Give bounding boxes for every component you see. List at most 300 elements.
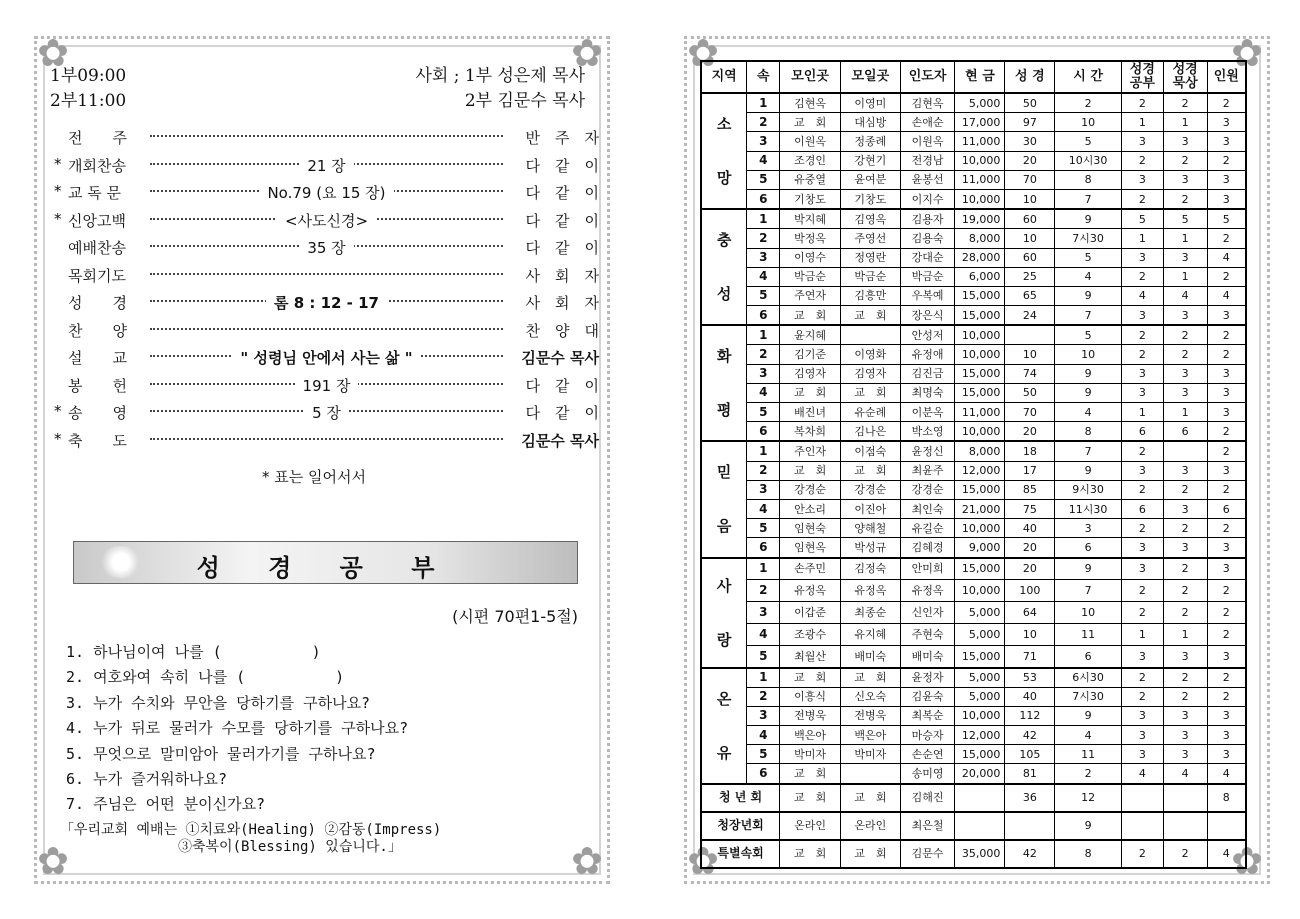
table-cell: 7	[1055, 580, 1122, 602]
table-cell: 3	[1121, 364, 1163, 383]
table-cell: 6,000	[955, 267, 1005, 286]
region-char: 믿	[716, 463, 732, 482]
group-number: 1	[747, 441, 780, 461]
table-cell: 박소영	[900, 422, 955, 442]
table-cell: 5	[1055, 248, 1122, 267]
column-header: 모인곳	[780, 61, 841, 93]
table-cell: 3	[1207, 558, 1246, 580]
table-cell: 8	[1207, 784, 1246, 812]
table-cell: 24	[1005, 306, 1055, 326]
table-cell: 3	[1163, 364, 1207, 383]
table-cell: 복차희	[780, 422, 841, 442]
table-cell: 유정옥	[780, 580, 841, 602]
group-number: 3	[747, 132, 780, 151]
order-detail-text: <사도신경>	[277, 212, 376, 230]
table-cell: 2	[1207, 623, 1246, 645]
table-row	[701, 764, 1246, 784]
table-cell: 2	[1207, 325, 1246, 345]
table-cell: 10,000	[955, 325, 1005, 345]
order-leader: 다 같 이	[507, 237, 599, 258]
table-cell: 10,000	[955, 151, 1005, 170]
table-cell: 11,000	[955, 170, 1005, 189]
table-row	[701, 364, 1246, 383]
table-cell: 6	[1055, 538, 1122, 558]
table-cell: 3	[1163, 499, 1207, 518]
table-cell: 박미자	[840, 745, 900, 764]
table-cell: 2	[1055, 764, 1122, 784]
group-number: 5	[747, 403, 780, 422]
order-detail-text: 롬 8 : 12 - 17	[266, 294, 387, 312]
order-leader: 다 같 이	[507, 402, 599, 423]
table-cell: 10	[1005, 229, 1055, 248]
table-cell: 53	[1005, 668, 1055, 688]
order-detail	[150, 292, 503, 313]
table-cell: 2	[1207, 345, 1246, 364]
table-cell: 5,000	[955, 93, 1005, 113]
table-cell: 3	[1207, 306, 1246, 326]
table-cell: 이진아	[840, 499, 900, 518]
order-detail-text: 21 장	[299, 157, 353, 175]
group-number: 1	[747, 558, 780, 580]
table-cell: 3	[1207, 364, 1246, 383]
table-cell: 김해진	[900, 784, 955, 812]
table-cell: 3	[1163, 383, 1207, 402]
table-cell: 3	[1163, 726, 1207, 745]
leader-dots	[150, 328, 503, 330]
table-cell: 9	[1055, 812, 1122, 840]
column-header: 성경 공부	[1121, 61, 1163, 93]
table-row	[701, 499, 1246, 518]
table-cell: 유순례	[840, 403, 900, 422]
table-cell: 15,000	[955, 645, 1005, 667]
table-row	[701, 286, 1246, 305]
table-row	[701, 726, 1246, 745]
table-cell	[840, 764, 900, 784]
leader-dots	[150, 438, 503, 440]
group-number: 4	[747, 499, 780, 518]
table-cell: 손애순	[900, 113, 955, 132]
table-cell: 10,000	[955, 422, 1005, 442]
leader-1: 사회 ; 1부 성은제 목사	[415, 66, 585, 86]
table-cell: 박성규	[840, 538, 900, 558]
group-number: 2	[747, 461, 780, 480]
table-cell: 4	[1207, 286, 1246, 305]
table-cell: 전병욱	[840, 706, 900, 725]
table-cell: 2	[1163, 602, 1207, 624]
table-cell: 15,000	[955, 745, 1005, 764]
table-cell: 조광수	[780, 623, 841, 645]
table-cell: 10	[1005, 345, 1055, 364]
column-header: 속	[747, 61, 780, 93]
table-cell: 안소리	[780, 499, 841, 518]
table-cell: 배진녀	[780, 403, 841, 422]
table-cell: 손주민	[780, 558, 841, 580]
table-cell: 4	[1207, 248, 1246, 267]
table-cell: 10,000	[955, 580, 1005, 602]
table-row	[701, 306, 1246, 326]
table-cell: 임현숙	[780, 519, 841, 538]
table-row	[701, 267, 1246, 286]
table-cell: 2	[1207, 602, 1246, 624]
order-row	[54, 206, 599, 234]
region-char: 음	[716, 517, 732, 536]
order-detail-text: 191 장	[295, 377, 359, 395]
flower-ornament-icon: ✿	[37, 839, 69, 883]
table-cell: 손순연	[900, 745, 955, 764]
table-cell: 윤정신	[900, 441, 955, 461]
table-cell: 김윤숙	[900, 687, 955, 706]
group-number: 2	[747, 580, 780, 602]
order-row	[54, 426, 599, 454]
service-time-2: 2부11:00	[50, 91, 127, 111]
table-cell: 10	[1005, 623, 1055, 645]
table-cell: 3	[1163, 170, 1207, 189]
column-header: 모일곳	[840, 61, 900, 93]
table-row	[701, 706, 1246, 725]
table-cell: 9	[1055, 383, 1122, 402]
region-char: 사	[716, 576, 732, 595]
table-cell: 김나은	[840, 422, 900, 442]
table-cell: 70	[1005, 170, 1055, 189]
table-cell: 4	[1207, 840, 1246, 868]
table-cell: 64	[1005, 602, 1055, 624]
flower-ornament-icon: ✿	[1231, 31, 1263, 75]
table-cell: 18	[1005, 441, 1055, 461]
table-cell: 주현숙	[900, 623, 955, 645]
order-leader: 다 같 이	[507, 210, 599, 231]
table-cell: 15,000	[955, 480, 1005, 499]
table-cell: 윤여분	[840, 170, 900, 189]
table-cell: 3	[1163, 745, 1207, 764]
table-cell: 2	[1163, 668, 1207, 688]
order-detail	[150, 402, 503, 423]
table-cell: 교 회	[840, 840, 900, 868]
table-row	[701, 209, 1246, 229]
table-cell: 신인자	[900, 602, 955, 624]
standing-mark: *	[54, 209, 62, 228]
question-item: 3. 누가 수치와 무안을 당하기를 구하나요?	[66, 693, 371, 712]
table-cell: 유길순	[900, 519, 955, 538]
group-number: 5	[747, 645, 780, 667]
group-number: 4	[747, 267, 780, 286]
table-cell: 1	[1163, 623, 1207, 645]
table-cell	[1163, 784, 1207, 812]
table-cell: 교 회	[780, 461, 841, 480]
table-cell: 8	[1055, 840, 1122, 868]
table-cell: 3	[1163, 248, 1207, 267]
table-cell: 최복순	[900, 706, 955, 725]
table-cell: 3	[1121, 461, 1163, 480]
order-label: 예배찬송	[68, 239, 126, 257]
group-number: 2	[747, 687, 780, 706]
table-cell: 3	[1121, 645, 1163, 667]
special-group-row	[701, 812, 1246, 840]
flower-ornament-icon: ✿	[571, 839, 603, 883]
table-cell: 8,000	[955, 441, 1005, 461]
table-cell	[1163, 812, 1207, 840]
table-cell: 정영란	[840, 248, 900, 267]
order-label: 축 도	[68, 431, 127, 450]
region-name	[701, 93, 747, 209]
table-cell: 2	[1207, 580, 1246, 602]
table-cell: 이영미	[840, 93, 900, 113]
table-cell: 3	[1121, 383, 1163, 402]
table-cell: 김흥만	[840, 286, 900, 305]
standing-mark: *	[54, 182, 62, 200]
table-cell: 2	[1121, 189, 1163, 209]
table-cell: 3	[1207, 113, 1246, 132]
flower-ornament-icon: ✿	[571, 31, 603, 75]
table-cell: 10	[1055, 345, 1122, 364]
table-cell: 20	[1005, 422, 1055, 442]
table-cell: 30	[1005, 132, 1055, 151]
table-cell: 이흥식	[780, 687, 841, 706]
table-cell: 7	[1055, 189, 1122, 209]
table-cell	[1121, 784, 1163, 812]
group-number: 3	[747, 706, 780, 725]
table-cell: 2	[1163, 580, 1207, 602]
table-cell: 2	[1207, 151, 1246, 170]
table-cell: 6	[1163, 422, 1207, 442]
table-cell: 20	[1005, 151, 1055, 170]
table-cell: 6	[1207, 499, 1246, 518]
table-cell: 4	[1055, 726, 1122, 745]
order-row	[54, 343, 599, 371]
table-cell: 3	[1207, 383, 1246, 402]
table-cell: 3	[1121, 306, 1163, 326]
table-cell: 105	[1005, 745, 1055, 764]
table-cell: 2	[1163, 325, 1207, 345]
group-number: 2	[747, 229, 780, 248]
question-item: 7. 주님은 어떤 분이신가요?	[66, 795, 266, 814]
table-cell: 97	[1005, 113, 1055, 132]
table-cell: 강대순	[900, 248, 955, 267]
table-cell: 15,000	[955, 558, 1005, 580]
order-detail	[150, 347, 503, 368]
table-cell: 10,000	[955, 706, 1005, 725]
table-cell: 2	[1163, 687, 1207, 706]
table-cell: 21,000	[955, 499, 1005, 518]
table-cell: 2	[1163, 151, 1207, 170]
flower-ornament-icon: ✿	[687, 31, 719, 75]
table-cell: 11	[1055, 623, 1122, 645]
table-cell: 7	[1055, 441, 1122, 461]
table-cell: 2	[1207, 441, 1246, 461]
table-cell: 마승자	[900, 726, 955, 745]
table-cell: 최월산	[780, 645, 841, 667]
table-cell: 교 회	[840, 784, 900, 812]
table-row	[701, 422, 1246, 442]
column-header: 현 금	[955, 61, 1005, 93]
flower-ornament-icon: ✿	[37, 31, 69, 75]
table-cell: 2	[1207, 519, 1246, 538]
table-cell: 10시30	[1055, 151, 1122, 170]
order-row	[54, 178, 599, 206]
table-cell: 9	[1055, 364, 1122, 383]
table-cell: 9	[1055, 706, 1122, 725]
table-cell: 박금순	[840, 267, 900, 286]
table-cell: 박미자	[780, 745, 841, 764]
table-cell: 2	[1121, 93, 1163, 113]
order-leader: 다 같 이	[507, 182, 599, 203]
table-cell: 3	[1207, 189, 1246, 209]
table-cell: 유지혜	[840, 623, 900, 645]
table-cell	[1005, 812, 1055, 840]
table-cell: 3	[1121, 726, 1163, 745]
table-cell: 1	[1163, 403, 1207, 422]
table-cell: 최은철	[900, 812, 955, 840]
region-name	[701, 668, 747, 784]
table-cell: 교 회	[780, 764, 841, 784]
table-cell: 교 회	[840, 306, 900, 326]
table-cell: 3	[1163, 306, 1207, 326]
table-row	[701, 93, 1246, 113]
table-cell: 강경순	[900, 480, 955, 499]
order-detail	[150, 182, 503, 203]
table-cell: 12	[1055, 784, 1122, 812]
leader-dots	[150, 135, 503, 137]
table-row	[701, 325, 1246, 345]
table-cell: 100	[1005, 580, 1055, 602]
order-row	[54, 123, 599, 151]
order-row	[54, 398, 599, 426]
table-cell: 2	[1163, 93, 1207, 113]
order-label: 찬 양	[68, 321, 127, 340]
order-row	[54, 233, 599, 261]
table-cell: 2	[1055, 93, 1122, 113]
order-row	[54, 261, 599, 289]
table-cell: 3	[1055, 519, 1122, 538]
table-cell: 2	[1121, 441, 1163, 461]
table-cell: 3	[1121, 132, 1163, 151]
motto-line: 「우리교회 예배는 ①치료와(Healing) ②감동(Impress)	[60, 822, 442, 838]
table-row	[701, 383, 1246, 402]
table-cell: 5,000	[955, 687, 1005, 706]
table-cell: 2	[1207, 267, 1246, 286]
table-cell: 81	[1005, 764, 1055, 784]
table-cell: 15,000	[955, 286, 1005, 305]
table-cell: 20	[1005, 558, 1055, 580]
table-cell: 윤지혜	[780, 325, 841, 345]
order-label: 목회기도	[68, 266, 126, 285]
group-number: 1	[747, 668, 780, 688]
table-cell: 6	[1121, 422, 1163, 442]
region-char: 평	[716, 401, 732, 420]
table-row	[701, 687, 1246, 706]
table-cell: 3	[1121, 170, 1163, 189]
region-char: 유	[716, 743, 732, 762]
order-leader: 다 같 이	[507, 155, 599, 176]
table-cell: 3	[1163, 538, 1207, 558]
region-name	[701, 558, 747, 668]
table-cell: 4	[1121, 286, 1163, 305]
region-name	[701, 325, 747, 441]
order-detail	[150, 155, 503, 176]
table-cell: 교 회	[780, 840, 841, 868]
table-cell: 3	[1163, 461, 1207, 480]
table-row	[701, 602, 1246, 624]
table-cell: 4	[1207, 764, 1246, 784]
table-cell: 3	[1207, 132, 1246, 151]
table-cell: 신오숙	[840, 687, 900, 706]
group-number: 6	[747, 306, 780, 326]
table-cell: 백은아	[780, 726, 841, 745]
table-cell: 7시30	[1055, 687, 1122, 706]
church-motto	[60, 822, 441, 856]
table-header-row	[701, 61, 1246, 93]
table-row	[701, 170, 1246, 189]
group-number: 4	[747, 623, 780, 645]
table-cell: 3	[1163, 706, 1207, 725]
table-cell: 40	[1005, 519, 1055, 538]
table-cell: 김용자	[900, 209, 955, 229]
special-group-name: 청장년회	[701, 812, 780, 840]
group-number: 1	[747, 209, 780, 229]
table-row	[701, 403, 1246, 422]
order-label: 설 교	[68, 349, 127, 367]
table-cell: 8,000	[955, 229, 1005, 248]
table-cell: 42	[1005, 726, 1055, 745]
table-cell: 교 회	[780, 113, 841, 132]
table-cell: 42	[1005, 840, 1055, 868]
table-cell: 교 회	[840, 668, 900, 688]
column-header: 성 경	[1005, 61, 1055, 93]
table-cell: 김현옥	[900, 93, 955, 113]
order-label: 성 경	[68, 294, 127, 312]
table-cell: 6	[1121, 499, 1163, 518]
table-cell: 김진금	[900, 364, 955, 383]
group-number: 6	[747, 422, 780, 442]
table-cell	[955, 784, 1005, 812]
table-cell: 2	[1121, 325, 1163, 345]
table-cell: 3	[1207, 538, 1246, 558]
order-detail-text: " 성령님 안에서 사는 삶 "	[232, 349, 420, 367]
question-item: 6. 누가 즐거워하나요?	[66, 770, 228, 789]
region-char: 화	[716, 347, 732, 366]
region-char: 소	[716, 115, 732, 134]
table-cell: 10,000	[955, 345, 1005, 364]
table-cell: 3	[1121, 538, 1163, 558]
table-cell: 윤정자	[900, 668, 955, 688]
table-cell: 2	[1163, 519, 1207, 538]
table-cell: 40	[1005, 687, 1055, 706]
table-cell: 65	[1005, 286, 1055, 305]
table-cell: 교 회	[840, 383, 900, 402]
table-cell: 3	[1207, 745, 1246, 764]
table-cell: 이영수	[780, 248, 841, 267]
group-number: 3	[747, 602, 780, 624]
table-cell: 20,000	[955, 764, 1005, 784]
table-cell: 9	[1055, 461, 1122, 480]
table-cell: 2	[1163, 189, 1207, 209]
table-cell: 교 회	[780, 306, 841, 326]
table-row	[701, 668, 1246, 688]
table-cell: 5	[1207, 209, 1246, 229]
table-cell: 온라인	[840, 812, 900, 840]
table-cell: 전병욱	[780, 706, 841, 725]
table-cell	[840, 325, 900, 345]
table-cell: 10	[1055, 602, 1122, 624]
table-cell: 윤봉선	[900, 170, 955, 189]
bible-study-banner	[73, 541, 578, 584]
table-cell	[1121, 812, 1163, 840]
table-cell: 김영자	[840, 364, 900, 383]
region-name	[701, 441, 747, 557]
table-cell: 20	[1005, 538, 1055, 558]
table-cell: 2	[1163, 840, 1207, 868]
table-cell: 50	[1005, 383, 1055, 402]
order-leader: 김문수 목사	[507, 430, 599, 451]
